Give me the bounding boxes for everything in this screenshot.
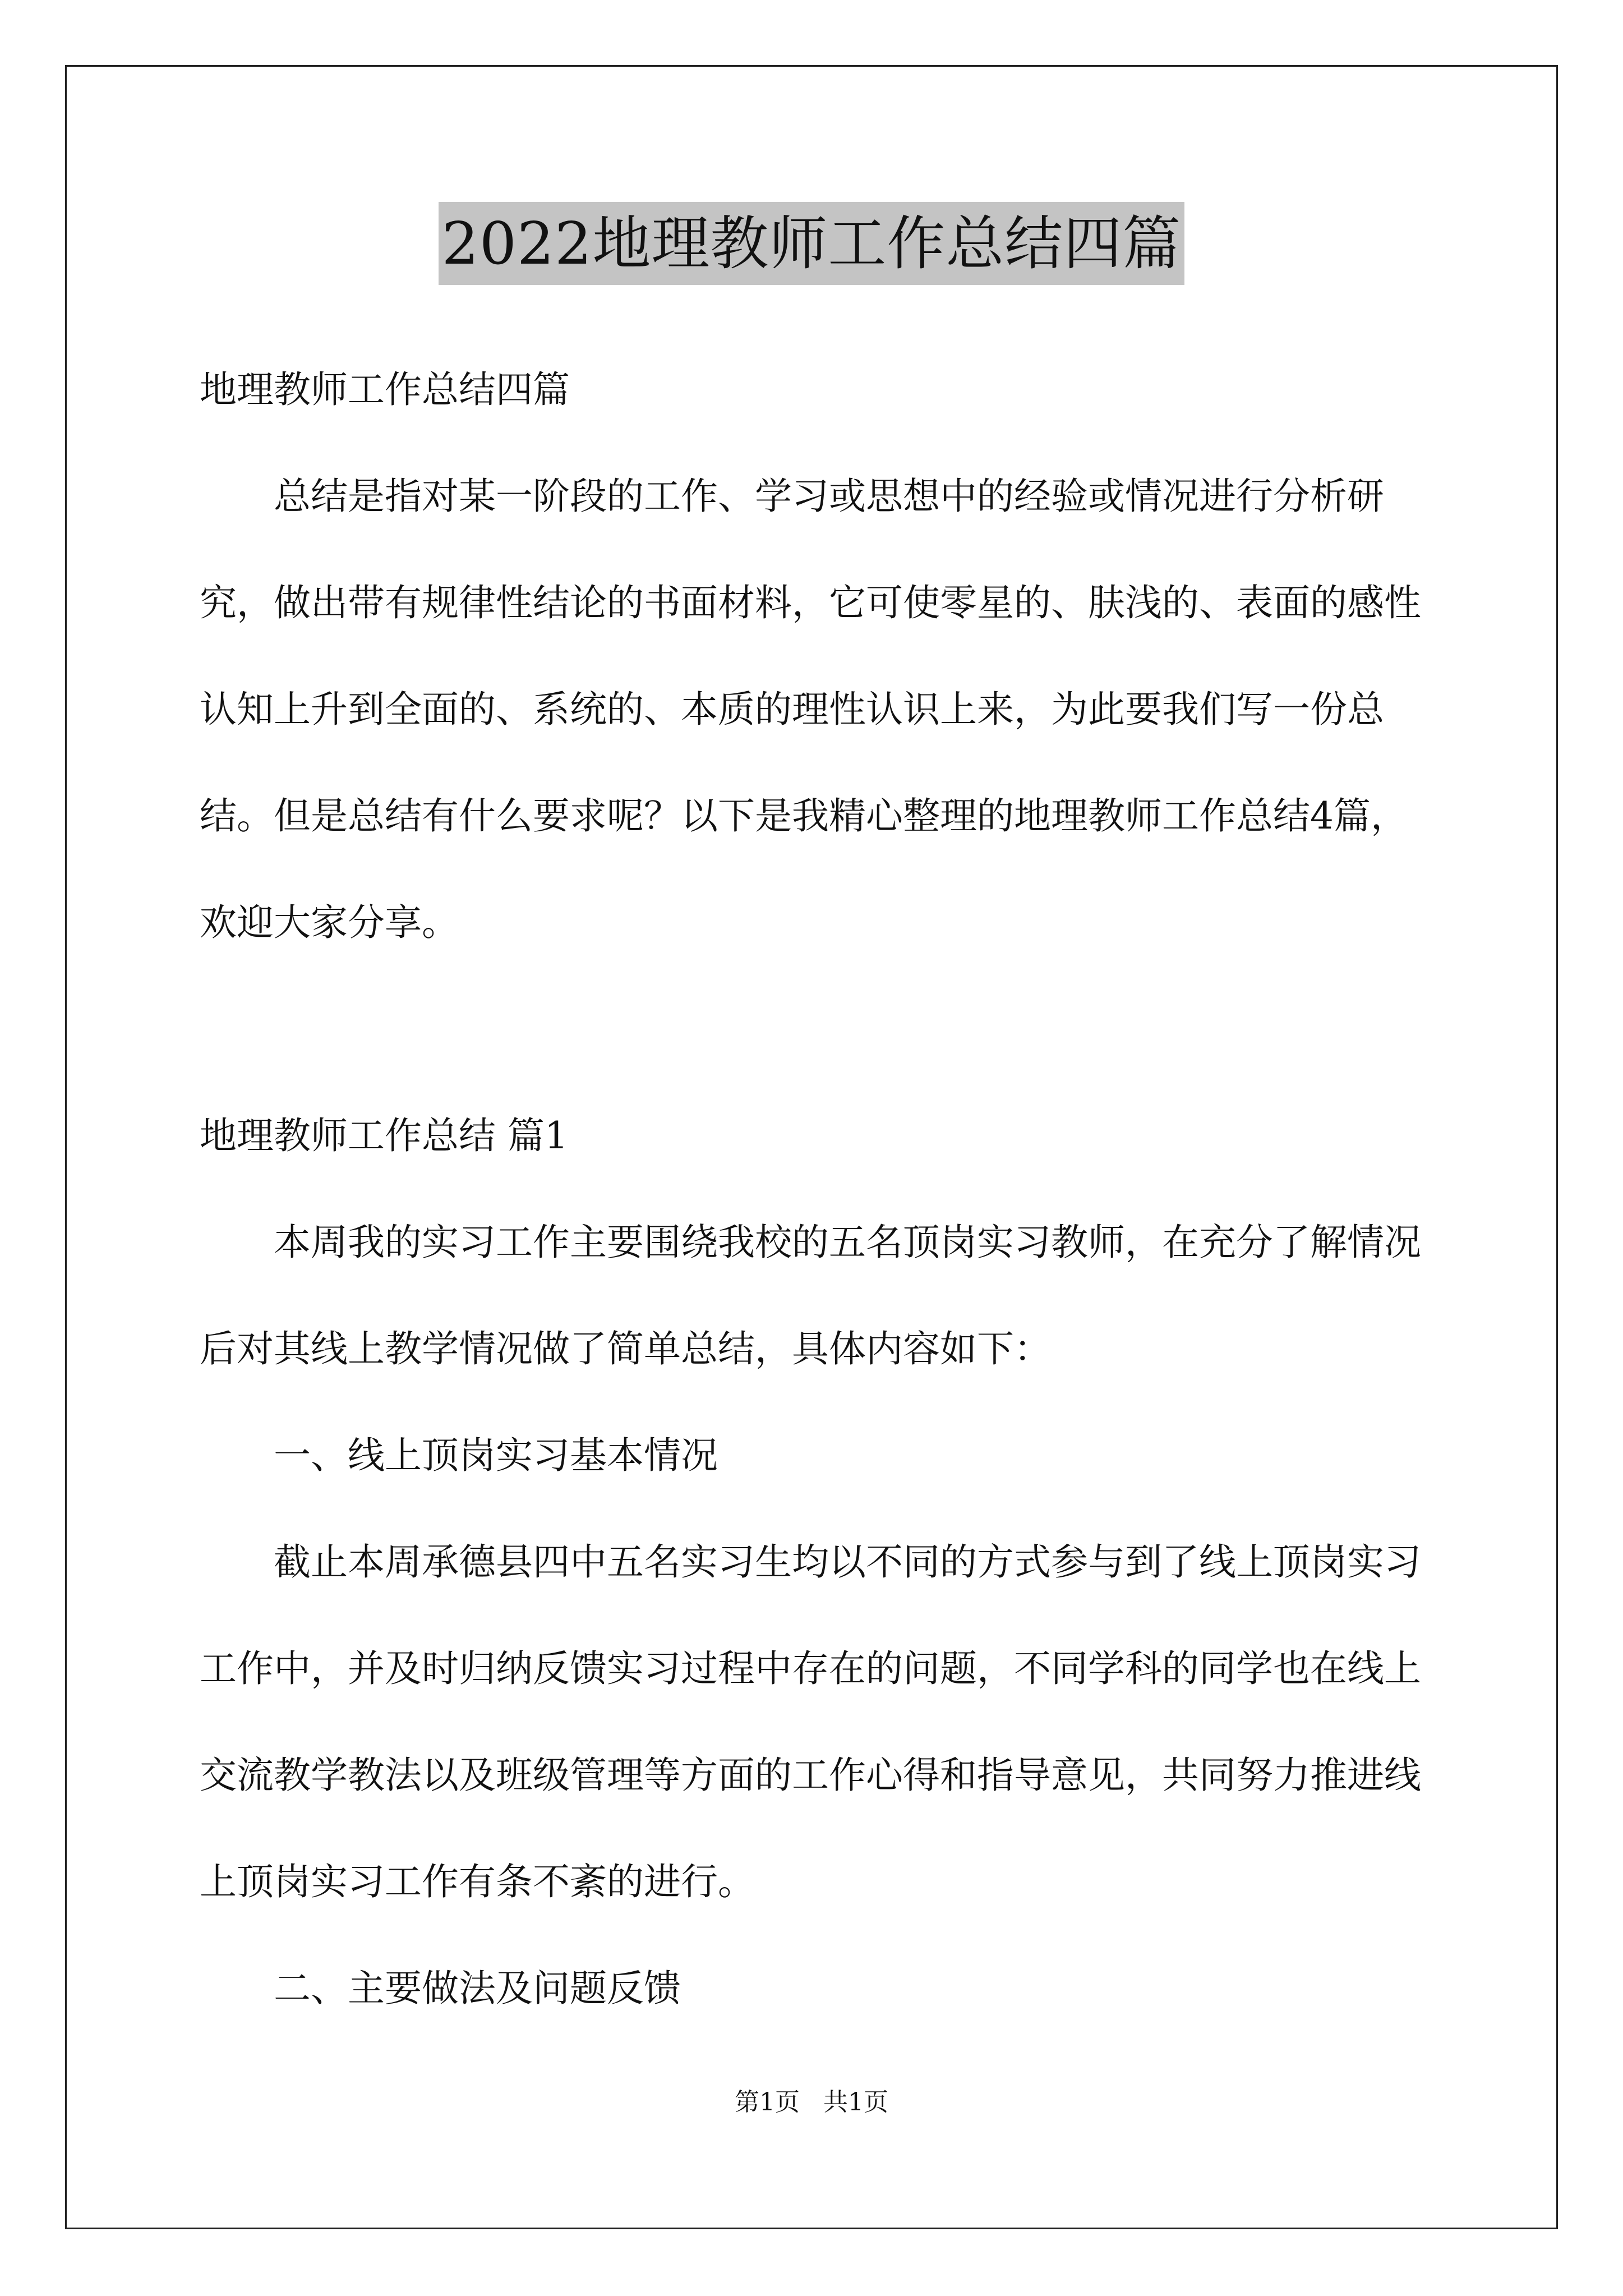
title-wrap (0, 202, 1623, 285)
document-body (200, 337, 1428, 2042)
subheading-two: 二、主要做法及问题反馈 (274, 1967, 681, 2010)
intro-paragraph: 总结是指对某一阶段的工作、学习或思想中的经验或情况进行分析研究，做出带有规律性结论的书面材料，它可使零星的、肤浅的、表面的感性认知上升到全面的、系统的、本质的理性认识上来，为此要我们写一份总结。但是总结有什么要求呢？以下是我精心整理的地理教师工作总结4篇，欢迎大家分享。 (200, 475, 1421, 944)
body-paragraph: 本周我的实习工作主要围绕我校的五名顶岗实习教师，在充分了解情况后对其线上教学情况做了简单总结，具体内容如下： (200, 1221, 1421, 1370)
body-paragraph: 截止本周承德县四中五名实习生均以不同的方式参与到了线上顶岗实习工作中，并及时归纳反馈实习过程中存在的问题，不同学科的同学也在线上交流教学教法以及班级管理等方面的工作心得和指导意见，共同努力推进线上顶岗实习工作有条不紊的进行。 (200, 1540, 1421, 1903)
page-number: 第1页 (735, 2088, 800, 2116)
subtitle-paragraph: 地理教师工作总结四篇 (200, 368, 570, 411)
page-total: 共1页 (823, 2088, 888, 2116)
document-title: 2022地理教师工作总结四篇 (439, 202, 1185, 285)
section-heading: 地理教师工作总结 篇1 (200, 1114, 568, 1157)
subheading-one: 一、线上顶岗实习基本情况 (274, 1434, 718, 1477)
page-footer (0, 2086, 1623, 2119)
